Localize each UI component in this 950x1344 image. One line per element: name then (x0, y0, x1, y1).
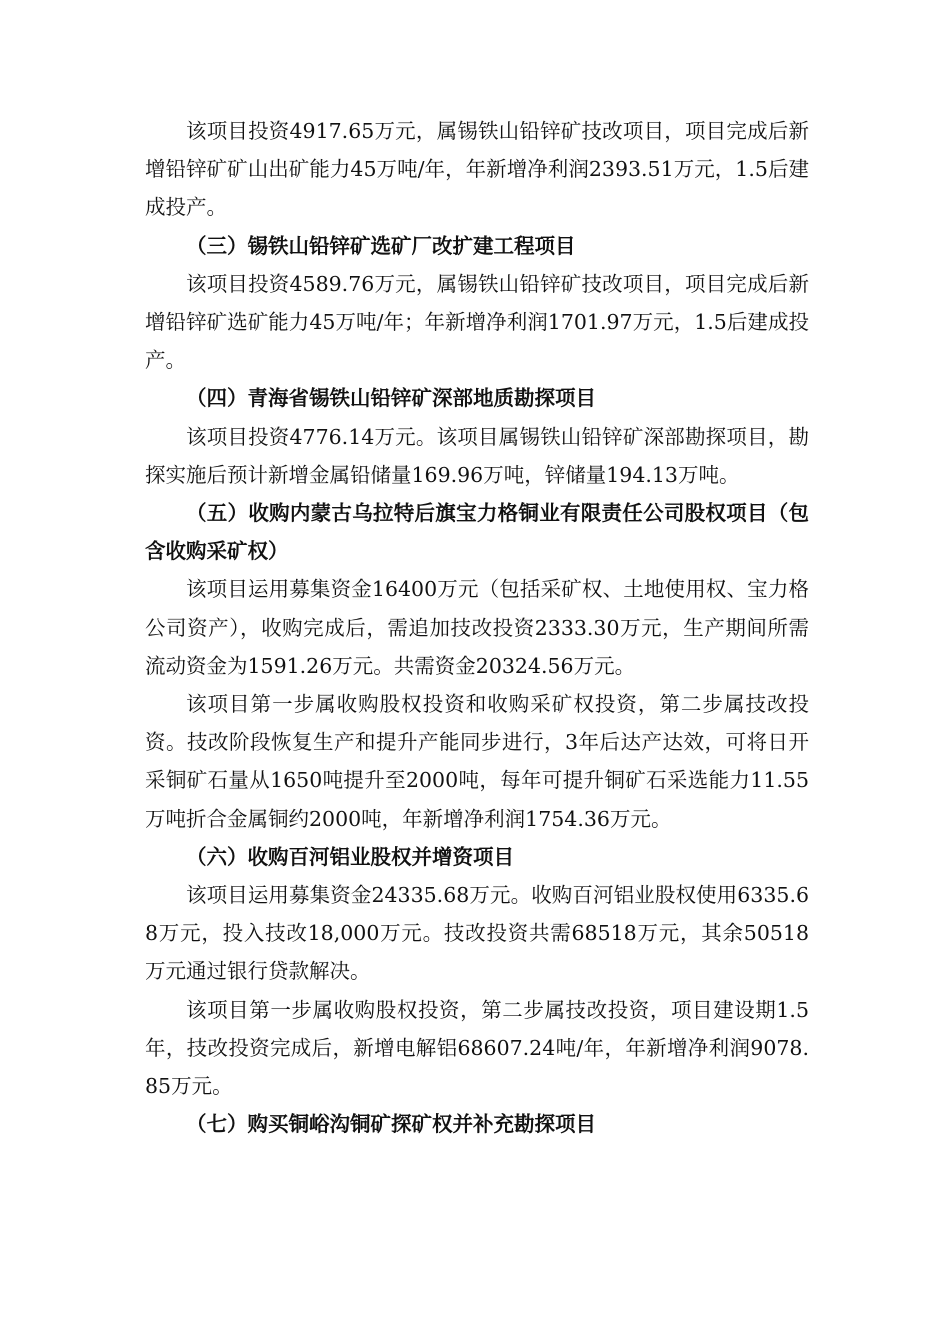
paragraph-project-2-summary: 该项目投资4917.65万元，属锡铁山铅锌矿技改项目，项目完成后新增铅锌矿矿山出矿能力45万吨/年，年新增净利润2393.51万元，1.5后建成投产。 (145, 119, 809, 220)
section-heading-7: （七）购买铜峪沟铜矿探矿权并补充勘探项目 (186, 1112, 596, 1137)
paragraph-project-6-steps: 该项目第一步属收购股权投资，第二步属技改投资，项目建设期1.5年，技改投资完成后，新增电解铝68607.24吨/年，年新增净利润9078.85万元。 (145, 997, 809, 1099)
paragraph-project-4-summary: 该项目投资4776.14万元。该项目属锡铁山铅锌矿深部勘探项目，勘探实施后预计新增金属铅储量169.96万吨，锌储量194.13万吨。 (145, 424, 809, 487)
paragraph-project-3-summary: 该项目投资4589.76万元，属锡铁山铅锌矿技改项目，项目完成后新增铅锌矿选矿能力45万吨/年；年新增净利润1701.97万元，1.5后建成投产。 (145, 271, 809, 373)
paragraph-project-6-funding: 该项目运用募集资金24335.68万元。收购百河铝业股权使用6335.68万元，投入技改18,000万元。技改投资共需68518万元，其余50518万元通过银行贷款解决。 (145, 883, 809, 984)
section-heading-4: （四）青海省锡铁山铅锌矿深部地质勘探项目 (186, 386, 596, 411)
section-heading-3: （三）锡铁山铅锌矿选矿厂改扩建工程项目 (186, 233, 576, 258)
paragraph-project-5-steps: 该项目第一步属收购股权投资和收购采矿权投资，第二步属技改投资。技改阶段恢复生产和提升产能同步进行，3年后达产达效，可将日开采铜矿石量从1650吨提升至2000吨，每年可提升铜矿石采选能力11.55万吨折合金属铜约2000吨，年新增净利润1754.36万元。 (145, 692, 809, 831)
section-heading-5: （五）收购内蒙古乌拉特后旗宝力格铜业有限责任公司股权项目（包含收购采矿权） (145, 501, 809, 564)
paragraph-project-5-funding: 该项目运用募集资金16400万元（包括采矿权、土地使用权、宝力格公司资产），收购完成后，需追加技改投资2333.30万元，生产期间所需流动资金为1591.26万元。共需资金20324.56万元。 (145, 577, 809, 678)
document-page (145, 112, 809, 1143)
section-heading-6: （六）收购百河铝业股权并增资项目 (186, 844, 514, 869)
